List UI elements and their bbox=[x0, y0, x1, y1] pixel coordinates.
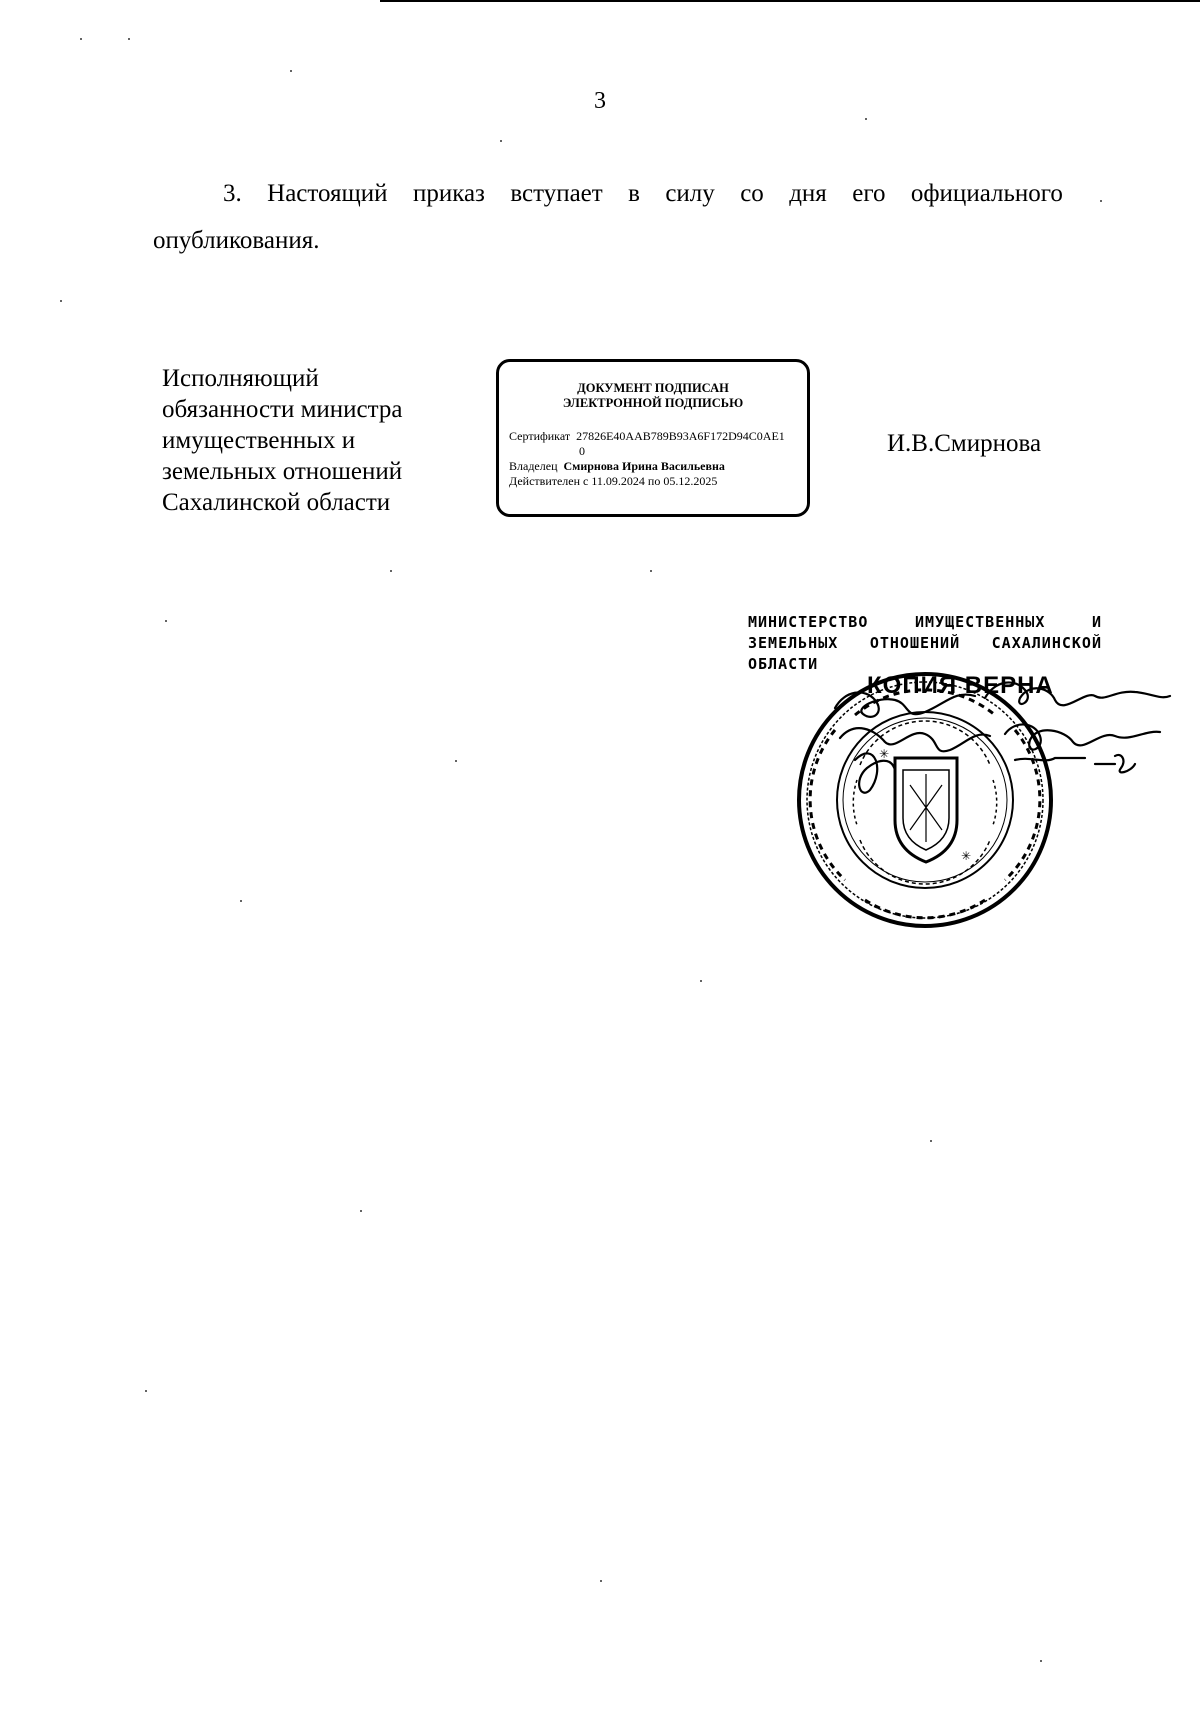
word: в bbox=[628, 180, 640, 207]
word: дня bbox=[789, 180, 827, 207]
scan-speck bbox=[240, 900, 242, 902]
word: приказ bbox=[412, 180, 485, 207]
owner-row: Владелец Смирнова Ирина Васильевна bbox=[509, 459, 725, 473]
position-line: обязанности министра bbox=[162, 396, 403, 423]
scan-speck bbox=[455, 760, 457, 762]
copy-verified-label: КОПИЯ ВЕРНА bbox=[867, 672, 1054, 699]
top-border-line bbox=[380, 0, 1200, 2]
scan-speck bbox=[290, 70, 292, 72]
certificate-row: Сертификат 27826E40AAB789B93A6F172D94C0AE1 bbox=[509, 429, 785, 443]
esign-header: ДОКУМЕНТ ПОДПИСАН ЭЛЕКТРОННОЙ ПОДПИСЬЮ bbox=[562, 381, 744, 410]
scan-speck bbox=[165, 620, 167, 622]
word: силу bbox=[665, 180, 715, 207]
scan-speck bbox=[145, 1390, 147, 1392]
word: со bbox=[740, 180, 764, 207]
word: 3. bbox=[223, 180, 242, 207]
certificate-continuation: 0 bbox=[579, 444, 585, 458]
electronic-signature-stamp bbox=[496, 359, 810, 517]
page-number: 3 bbox=[594, 88, 606, 114]
ministry-line-2: ЗЕМЕЛЬНЫХ ОТНОШЕНИЙ САХАЛИНСКОЙ bbox=[748, 634, 1102, 652]
ministry-line-1: МИНИСТЕРСТВО ИМУЩЕСТВЕННЫХ И bbox=[748, 613, 1102, 631]
position-line: земельных отношений bbox=[162, 458, 403, 485]
scan-speck bbox=[930, 1140, 932, 1142]
official-seal-area bbox=[795, 660, 1095, 930]
paragraph-line-1 bbox=[153, 170, 1063, 217]
signer-name: И.В.Смирнова bbox=[887, 430, 1042, 457]
position-line: имущественных и bbox=[162, 427, 356, 454]
word: официального bbox=[910, 180, 1063, 207]
order-paragraph bbox=[153, 170, 1063, 264]
scan-speck bbox=[865, 118, 867, 120]
scan-speck bbox=[700, 980, 702, 982]
scan-speck bbox=[1040, 1660, 1042, 1662]
scan-speck bbox=[500, 140, 502, 142]
svg-text:✳: ✳ bbox=[879, 747, 890, 761]
position-line: Исполняющий bbox=[162, 365, 319, 392]
scan-speck bbox=[1100, 200, 1102, 202]
scan-speck bbox=[60, 300, 62, 302]
word: его bbox=[852, 180, 886, 207]
ministry-line-3: ОБЛАСТИ bbox=[748, 655, 819, 673]
scan-speck bbox=[390, 570, 392, 572]
scan-speck bbox=[128, 38, 130, 40]
paragraph-line-2: опубликования. bbox=[153, 227, 320, 254]
scan-speck bbox=[650, 570, 652, 572]
svg-text:✳: ✳ bbox=[961, 849, 972, 863]
certificate-value: 27826E40AAB789B93A6F172D94C0AE1 bbox=[576, 429, 785, 443]
owner-value: Смирнова Ирина Васильевна bbox=[563, 459, 725, 473]
handwritten-signature-icon bbox=[815, 660, 1195, 810]
scan-speck bbox=[600, 1580, 602, 1582]
scan-speck bbox=[360, 1210, 362, 1212]
validity-row: Действителен с 11.09.2024 по 05.12.2025 bbox=[509, 474, 718, 488]
signatory-position bbox=[162, 363, 402, 518]
word: вступает bbox=[510, 180, 603, 207]
word: Настоящий bbox=[267, 180, 388, 207]
position-line: Сахалинской области bbox=[162, 489, 391, 516]
scan-speck bbox=[80, 38, 82, 40]
